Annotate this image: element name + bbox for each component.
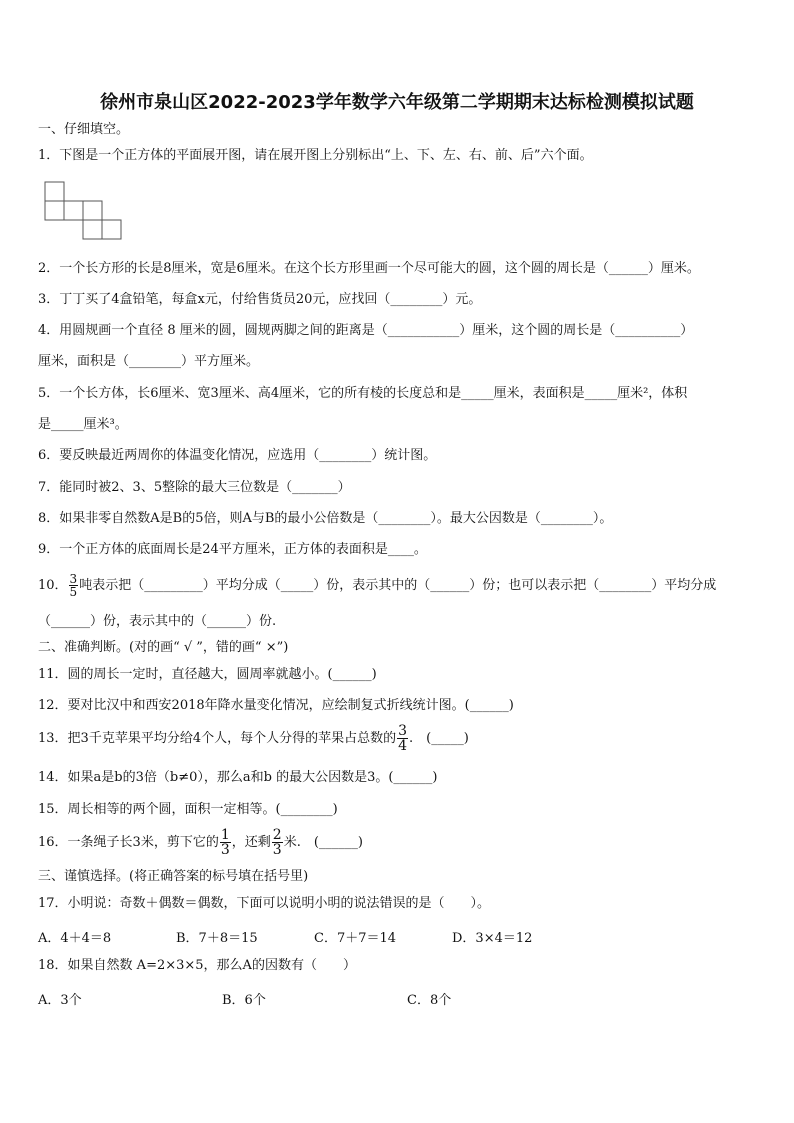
question-10-text: 吨表示把（_________）平均分成（_____）份，表示其中的（______）份；也可以表示把（________）平均分成 xyxy=(79,578,717,593)
question-9: 9．一个正方体的底面周长是24平方厘米，正方体的表面积是____。 xyxy=(38,542,427,557)
net-face-1 xyxy=(45,182,64,201)
question-18-option-b: B．6个 xyxy=(222,993,266,1008)
question-3: 3．丁丁买了4盒铅笔，每盒x元，付给售货员20元，应找回（________）元。 xyxy=(38,292,482,307)
fraction-1-3 xyxy=(220,828,231,857)
question-5-line-2: 是_____厘米³。 xyxy=(38,417,128,432)
question-18: 18．如果自然数 A=2×3×5，那么A的因数有（ ） xyxy=(38,958,356,973)
fraction-numerator: 3 xyxy=(398,723,408,739)
net-face-4 xyxy=(83,201,102,220)
question-16-text: 16．一条绳子长3米，剪下它的 xyxy=(38,835,219,850)
question-17-option-c: C．7＋7＝14 xyxy=(314,931,397,946)
section-3-heading: 三、谨慎选择。(将正确答案的标号填在括号里) xyxy=(38,869,309,884)
question-8: 8．如果非零自然数A是B的5倍，则A与B的最小公倍数是（________）。最大公因数是（________）。 xyxy=(38,511,613,526)
question-4-line-1: 4．用圆规画一个直径 8 厘米的圆，圆规两脚之间的距离是（___________）厘米，这个圆的周长是（__________） xyxy=(38,323,694,338)
fraction-numerator: 2 xyxy=(272,827,282,843)
question-4-line-2: 厘米，面积是（________）平方厘米。 xyxy=(38,354,260,369)
section-2-heading: 二、准确判断。(对的画“ √ ”，错的画“ ×”) xyxy=(38,640,289,655)
question-10-prefix: 10． xyxy=(38,578,68,593)
net-face-2 xyxy=(45,201,64,220)
question-13-answer: . (_____) xyxy=(409,731,469,746)
fraction-3-4 xyxy=(397,724,408,753)
question-10-line-1 xyxy=(38,572,768,600)
question-12: 12．要对比汉中和西安2018年降水量变化情况，应绘制复式折线统计图。(______) xyxy=(38,698,514,713)
net-face-6 xyxy=(102,220,121,239)
fraction-denominator: 3 xyxy=(272,842,282,858)
question-10-line-2: （______）份，表示其中的（______）份. xyxy=(38,614,277,629)
fraction-numerator: 1 xyxy=(220,827,230,843)
page-title: 徐州市泉山区2022-2023学年数学六年级第二学期期末达标检测模拟试题 xyxy=(100,92,694,113)
net-face-3 xyxy=(64,201,83,220)
question-16-answer: 米. (______) xyxy=(283,835,363,850)
question-5-line-1: 5．一个长方体，长6厘米、宽3厘米、高4厘米，它的所有棱的长度总和是_____厘米，表面积是_____厘米²，体积 xyxy=(38,386,688,401)
cube-net-diagram xyxy=(44,181,128,241)
net-face-5 xyxy=(83,220,102,239)
question-15: 15．周长相等的两个圆，面积一定相等。(________) xyxy=(38,802,338,817)
question-17: 17．小明说：奇数＋偶数＝偶数，下面可以说明小明的说法错误的是（ ）。 xyxy=(38,896,491,911)
question-13-text: 13．把3千克苹果平均分给4个人，每个人分得的苹果占总数的 xyxy=(38,731,397,746)
question-18-option-a: A．3个 xyxy=(38,993,82,1008)
question-16 xyxy=(38,826,768,860)
question-13 xyxy=(38,724,768,754)
fraction-denominator: 3 xyxy=(220,842,230,858)
question-17-option-b: B．7＋8＝15 xyxy=(176,931,258,946)
fraction-denominator: 4 xyxy=(398,738,408,754)
question-17-option-a: A．4＋4＝8 xyxy=(38,931,112,946)
question-17-option-d: D．3×4＝12 xyxy=(452,931,533,946)
question-16-middle: ，还剩 xyxy=(231,835,271,850)
question-6: 6．要反映最近两周你的体温变化情况，应选用（________）统计图。 xyxy=(38,448,437,463)
fraction-denominator: 5 xyxy=(69,585,78,599)
fraction-2-3 xyxy=(272,828,283,857)
fraction-numerator: 3 xyxy=(69,572,78,586)
question-18-option-c: C．8个 xyxy=(407,993,452,1008)
question-11: 11．圆的周长一定时，直径越大，圆周率就越小。(______) xyxy=(38,667,377,682)
section-1-heading: 一、仔细填空。 xyxy=(38,122,130,137)
question-2: 2．一个长方形的长是8厘米，宽是6厘米。在这个长方形里画一个尽可能大的圆，这个圆的周长是（______）厘米。 xyxy=(38,261,700,276)
question-1: 1．下图是一个正方体的平面展开图，请在展开图上分别标出“上、下、左、右、前、后”六个面。 xyxy=(38,148,593,163)
question-14: 14．如果a是b的3倍（b≠0），那么a和b 的最大公因数是3。(______) xyxy=(38,770,438,785)
fraction-3-5 xyxy=(69,573,79,598)
question-7: 7．能同时被2、3、5整除的最大三位数是（_______） xyxy=(38,480,351,495)
